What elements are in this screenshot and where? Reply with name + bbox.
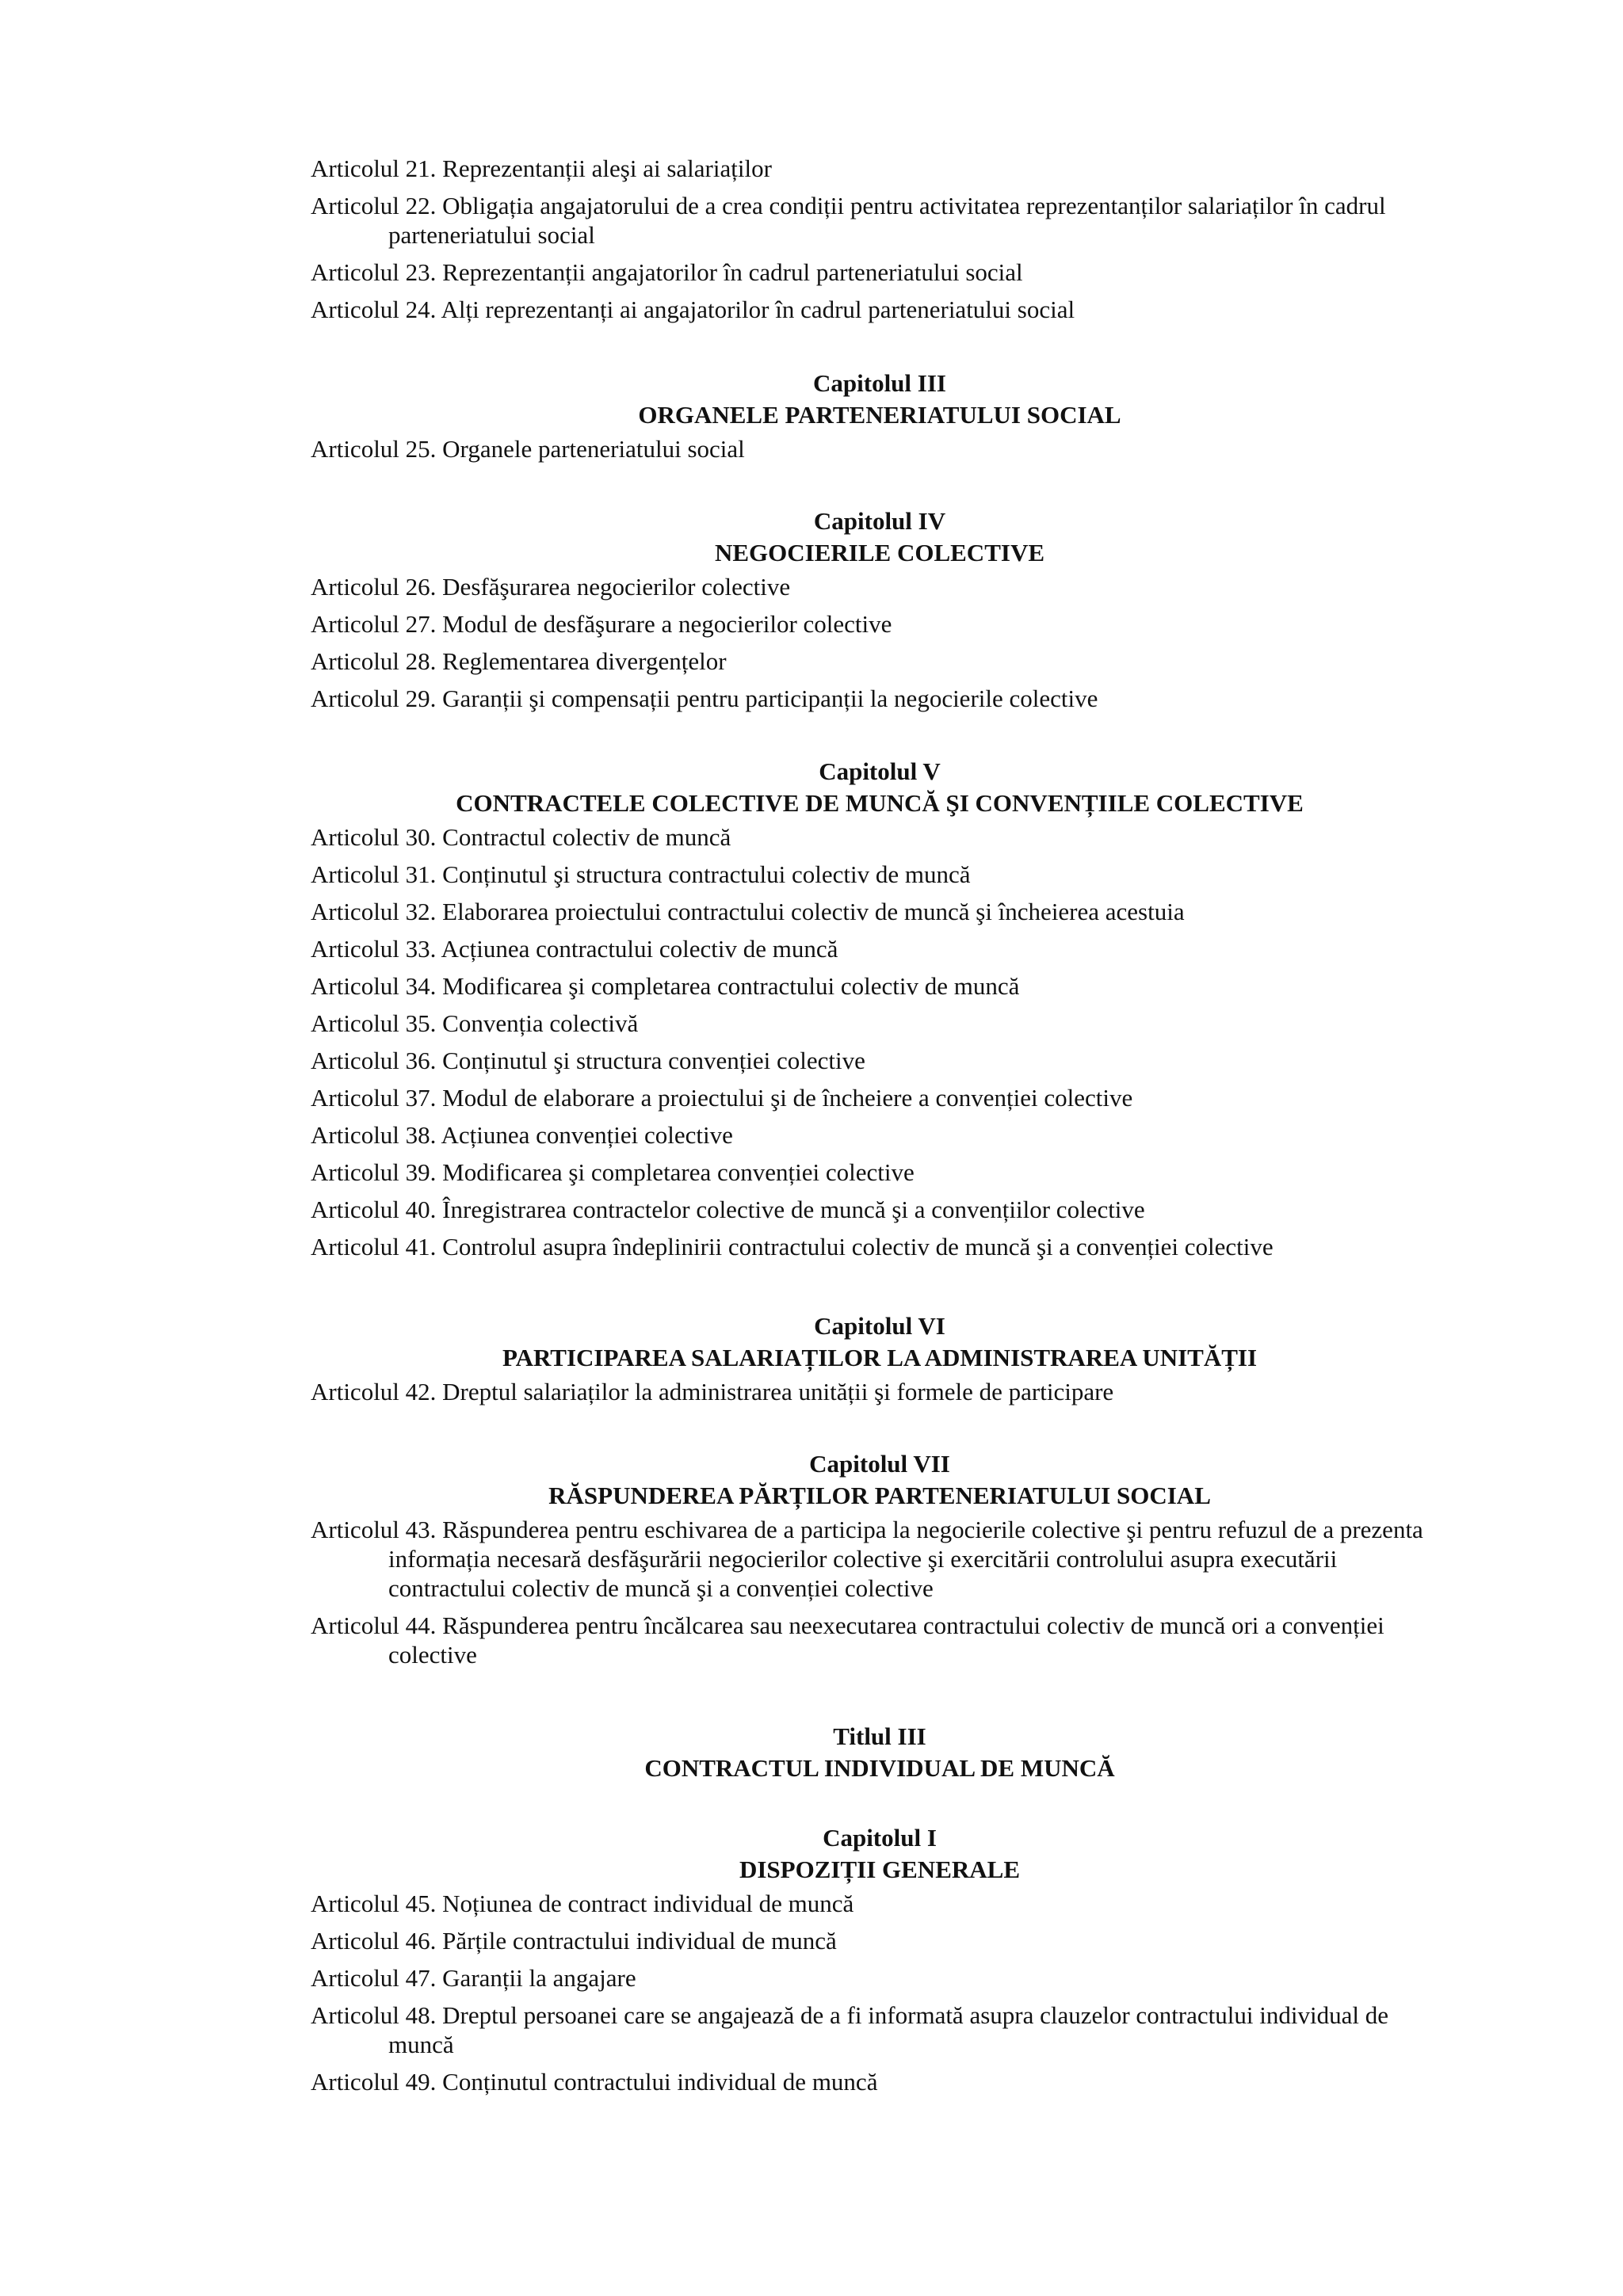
chapter-number: Capitolul VII bbox=[809, 1450, 950, 1478]
chapter-title: NEGOCIERILE COLECTIVE bbox=[714, 539, 1045, 566]
title-number: Titlul III bbox=[833, 1722, 926, 1750]
chapter-title: RĂSPUNDEREA PĂRȚILOR PARTENERIATULUI SOCIAL bbox=[548, 1482, 1211, 1509]
section-chapter-1 bbox=[311, 1822, 1449, 2104]
chapter-title: ORGANELE PARTENERIATULUI SOCIAL bbox=[638, 401, 1121, 429]
article-25: Articolul 25. Organele parteneriatului social bbox=[311, 435, 745, 463]
section-chapter-6 bbox=[311, 1310, 1449, 1414]
article-27: Articolul 27. Modul de desfăşurare a negocierilor colective bbox=[311, 610, 892, 638]
section-title-3 bbox=[311, 1721, 1449, 1787]
article-39: Articolul 39. Modificarea şi completarea convenției colective bbox=[311, 1158, 915, 1186]
article-32: Articolul 32. Elaborarea proiectului contractului colectiv de muncă şi încheierea acestuia bbox=[311, 898, 1185, 925]
article-24: Articolul 24. Alți reprezentanți ai angajatorilor în cadrul parteneriatului social bbox=[311, 296, 1075, 323]
article-21: Articolul 21. Reprezentanții aleşi ai salariaților bbox=[311, 154, 772, 182]
article-38: Articolul 38. Acțiunea convenției colective bbox=[311, 1121, 733, 1149]
section-chapter-3 bbox=[311, 368, 1449, 471]
chapter-title: CONTRACTELE COLECTIVE DE MUNCĂ ŞI CONVENȚIILE COLECTIVE bbox=[456, 789, 1304, 817]
article-46: Articolul 46. Părțile contractului individual de muncă bbox=[311, 1927, 837, 1955]
article-48: Articolul 48. Dreptul persoanei care se angajează de a fi informată asupra clauzelor contractului individual de muncă bbox=[311, 2001, 1388, 2058]
article-45: Articolul 45. Noțiunea de contract individual de muncă bbox=[311, 1890, 854, 1917]
article-29: Articolul 29. Garanții şi compensații pentru participanții la negocierile colective bbox=[311, 685, 1098, 712]
section-0 bbox=[311, 154, 1449, 332]
article-31: Articolul 31. Conținutul şi structura contractului colectiv de muncă bbox=[311, 860, 971, 888]
article-44: Articolul 44. Răspunderea pentru încălcarea sau neexecutarea contractului colectiv de muncă ori a convenției colective bbox=[311, 1611, 1384, 1669]
title-heading: CONTRACTUL INDIVIDUAL DE MUNCĂ bbox=[644, 1754, 1115, 1782]
article-30: Articolul 30. Contractul colectiv de muncă bbox=[311, 823, 731, 851]
article-42: Articolul 42. Dreptul salariaților la administrarea unității şi formele de participare bbox=[311, 1378, 1114, 1405]
section-chapter-5 bbox=[311, 756, 1449, 1269]
article-35: Articolul 35. Convenția colectivă bbox=[311, 1009, 639, 1037]
article-28: Articolul 28. Reglementarea divergențelor bbox=[311, 647, 727, 675]
chapter-number: Capitolul V bbox=[819, 757, 941, 785]
article-37: Articolul 37. Modul de elaborare a proiectului şi de încheiere a convenției colective bbox=[311, 1084, 1133, 1112]
article-22: Articolul 22. Obligația angajatorului de a crea condiții pentru activitatea reprezentanților salariaților în cadrul parteneriatului social bbox=[311, 192, 1386, 249]
article-33: Articolul 33. Acțiunea contractului colectiv de muncă bbox=[311, 935, 838, 963]
article-40: Articolul 40. Înregistrarea contractelor colective de muncă şi a convențiilor colective bbox=[311, 1196, 1145, 1223]
chapter-number: Capitolul IV bbox=[813, 507, 946, 535]
chapter-number: Capitolul VI bbox=[814, 1312, 945, 1340]
chapter-number: Capitolul III bbox=[813, 369, 946, 397]
article-47: Articolul 47. Garanții la angajare bbox=[311, 1964, 636, 1992]
article-26: Articolul 26. Desfăşurarea negocierilor colective bbox=[311, 573, 791, 601]
chapter-title: PARTICIPAREA SALARIAȚILOR LA ADMINISTRAREA UNITĂȚII bbox=[502, 1344, 1258, 1371]
article-34: Articolul 34. Modificarea şi completarea contractului colectiv de muncă bbox=[311, 972, 1020, 1000]
chapter-number: Capitolul I bbox=[823, 1824, 937, 1852]
article-43: Articolul 43. Răspunderea pentru eschivarea de a participa la negocierile colective şi pentru refuzul de a prezenta informația necesară desfăşurării negocierilor colective şi exercitării controlului asupra executării contractului colectiv de muncă şi a convenției colective bbox=[311, 1516, 1423, 1602]
article-41: Articolul 41. Controlul asupra îndeplinirii contractului colectiv de muncă şi a convenției colective bbox=[311, 1233, 1274, 1261]
article-36: Articolul 36. Conținutul şi structura convenției colective bbox=[311, 1047, 865, 1074]
section-chapter-7 bbox=[311, 1448, 1449, 1677]
article-49: Articolul 49. Conținutul contractului individual de muncă bbox=[311, 2068, 878, 2096]
article-23: Articolul 23. Reprezentanții angajatorilor în cadrul parteneriatului social bbox=[311, 258, 1023, 286]
chapter-title: DISPOZIȚII GENERALE bbox=[739, 1855, 1021, 1883]
section-chapter-4 bbox=[311, 505, 1449, 721]
